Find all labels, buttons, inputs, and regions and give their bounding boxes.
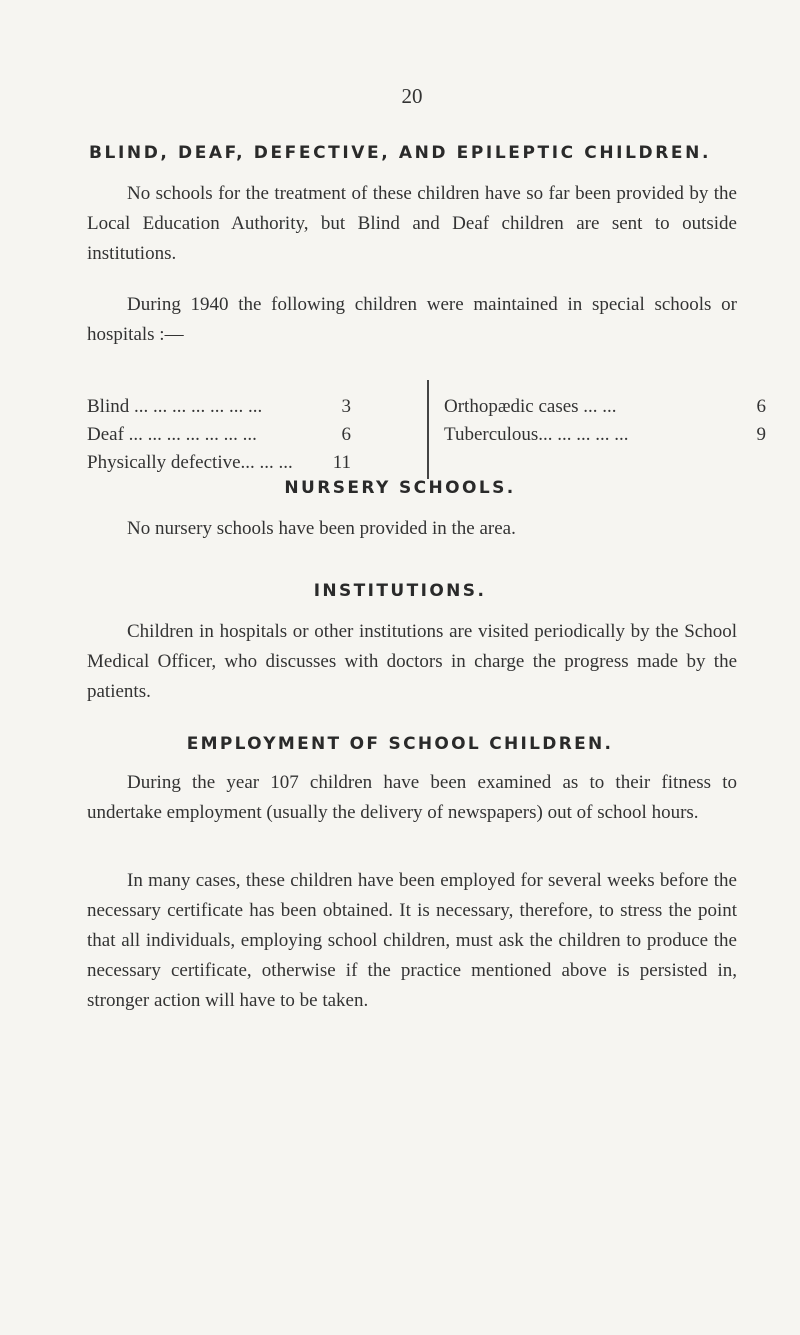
table-label-blind: Blind ... ... ... ... ... ... ... [87, 396, 263, 417]
paragraph-no-schools: No schools for the treatment of these children have so far been provided by the Local Education Authority, but Blind and Deaf children are sent to outside institutions. [87, 183, 737, 264]
paragraph-employment-certificate: In many cases, these children have been employed for several weeks before the necessary certificate has been obtained. It is necessary, therefore, to stress the point that all individuals, employing school children, must ask the children to produce the necessary certificate, otherwise if the practice mentioned above is persisted in, stronger action will have to be taken. [87, 870, 737, 1011]
section-heading-blind-deaf: BLIND, DEAF, DEFECTIVE, AND EPILEPTIC CHILDREN. [88, 143, 712, 163]
section-heading-nursery: NURSERY SCHOOLS. [284, 478, 516, 498]
table-value-orthopaedic: 6 [756, 396, 766, 417]
table-value-blind: 3 [341, 396, 351, 417]
paragraph-nursery: No nursery schools have been provided in the area. [127, 518, 516, 539]
table-value-deaf: 6 [341, 424, 351, 445]
table-label-orthopaedic: Orthopædic cases ... ... [444, 396, 617, 417]
paragraph-institutions: Children in hospitals or other institutions are visited periodically by the School Medical Officer, who discusses with doctors in charge the progress made by the patients. [87, 621, 737, 702]
table-divider [427, 380, 429, 479]
table-value-physically-defective: 11 [332, 452, 351, 473]
section-heading-employment: EMPLOYMENT OF SCHOOL CHILDREN. [186, 734, 614, 754]
table-value-tuberculous: 9 [756, 424, 766, 445]
table-label-deaf: Deaf ... ... ... ... ... ... ... [87, 424, 257, 445]
paragraph-during-1940: During 1940 the following children were maintained in special schools or hospitals :— [87, 294, 737, 345]
section-heading-institutions: INSTITUTIONS. [313, 581, 487, 601]
page-number: 20 [401, 84, 423, 108]
table-label-tuberculous: Tuberculous... ... ... ... ... [444, 424, 629, 445]
table-label-physically-defective: Physically defective... ... ... [87, 452, 293, 473]
paragraph-employment-examined: During the year 107 children have been examined as to their fitness to undertake employment (usually the delivery of newspapers) out of school hours. [87, 772, 737, 823]
